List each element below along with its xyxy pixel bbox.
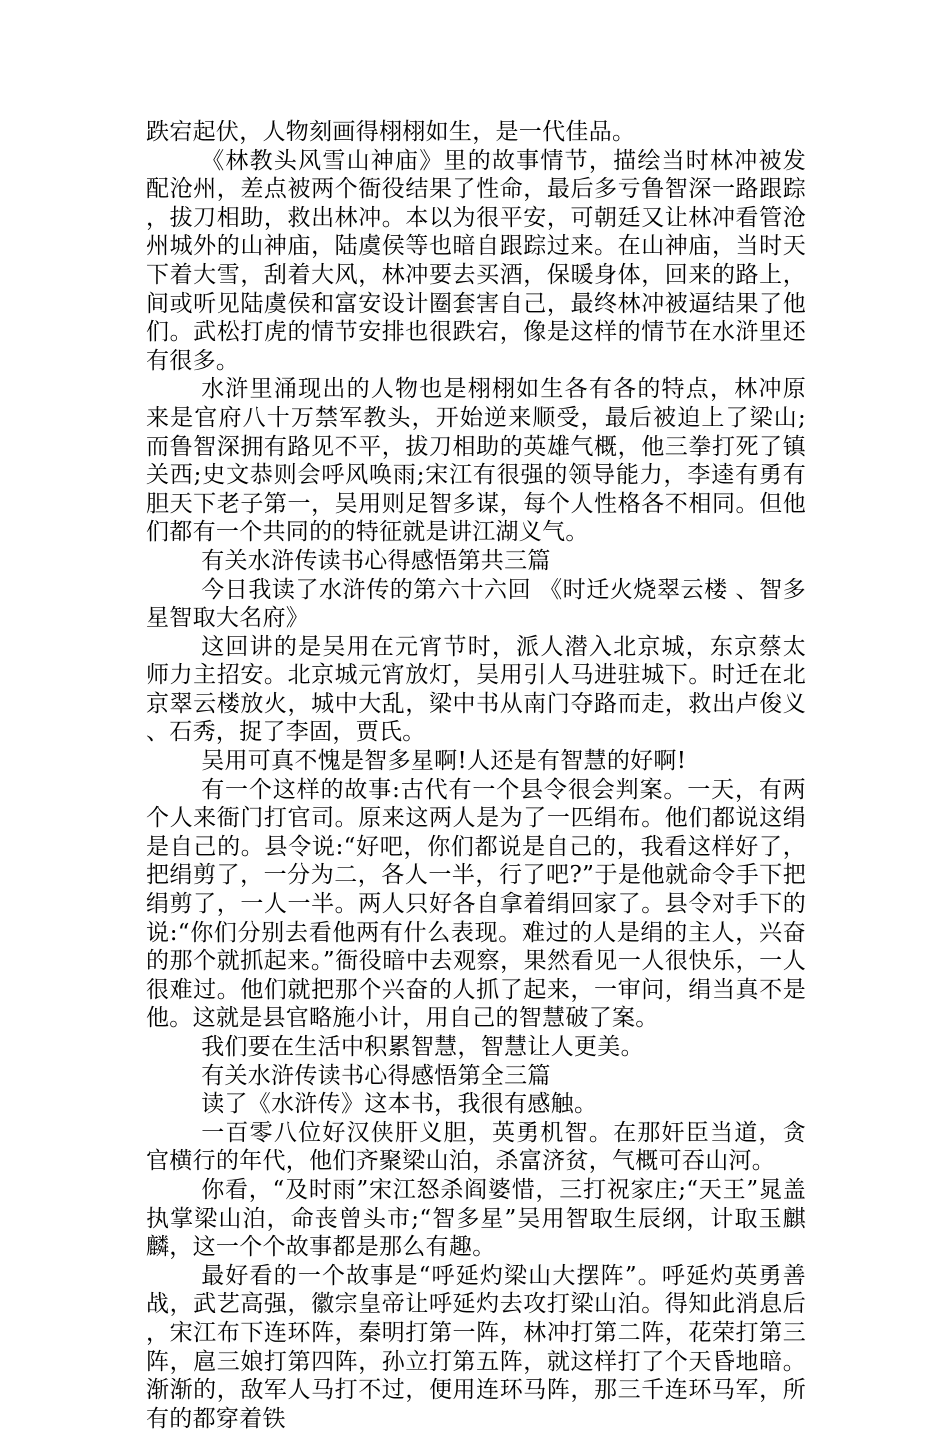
paragraph-3: 水浒里涌现出的人物也是栩栩如生各有各的特点，林冲原来是官府八十万禁军教头，开始逆来顺受，最后被迫上了梁山;而鲁智深拥有路见不平，拔刀相助的英雄气概，他三拳打死了镇关西;史文恭则会呼风唤雨;宋江有很强的领导能力，李逵有勇有胆天下老子第一，吴用则足智多谋，每个人性格各不相同。但他们都有一个共同的的特征就是讲江湖义气。 — [146, 376, 806, 546]
paragraph-6: 吴用可真不愧是智多星啊!人还是有智慧的好啊! — [201, 748, 687, 775]
paragraph-11: 你看，“及时雨”宋江怒杀阎婆惜，三打祝家庄;“天王”晁盖执掌梁山泊，命丧曾头市;“智多星”吴用智取生辰纲，计取玉麒麟，这一个个故事都是那么有趣。 — [146, 1176, 806, 1261]
paragraph-8: 我们要在生活中积累智慧，智慧让人更美。 — [201, 1034, 644, 1060]
paragraph-9: 读了《水浒传》这本书，我很有感触。 — [201, 1091, 598, 1118]
paragraph-2: 《林教头风雪山神庙》里的故事情节，描绘当时林冲被发配沧州，差点被两个衙役结果了性命，最后多亏鲁智深一路跟踪，拔刀相助，救出林冲。本以为很平安，可朝廷又让林冲看管沧州城外的山神庙，陆虞侯等也暗自跟踪过来。在山神庙，当时天下着大雪，刮着大风，林冲要去买酒，保暖身体，回来的路上，间或听见陆虞侯和富安设计圈套害自己，最终林冲被逼结果了他们。武松打虎的情节安排也很跌宕，像是这样的情节在水浒里还有很多。 — [146, 147, 806, 374]
section-heading-2: 有关水浒传读书心得感悟第共三篇 — [201, 547, 551, 574]
paragraph-12: 最好看的一个故事是“呼延灼梁山大摆阵”。呼延灼英勇善战，武艺高强，徽宗皇帝让呼延灼去攻打梁山泊。得知此消息后，宋江布下连环阵，秦明打第一阵，林冲打第二阵，花荣打第三阵，扈三娘打第四阵，孙立打第五阵，就这样打了个天昏地暗。渐渐的，敌军人马打不过，便用连环马阵，那三千连环马军，所有的都穿着铁 — [146, 1262, 806, 1432]
document-page — [146, 118, 806, 1433]
section-heading-3: 有关水浒传读书心得感悟第全三篇 — [201, 1062, 551, 1089]
paragraph-1: 跌宕起伏，人物刻画得栩栩如生，是一代佳品。 — [146, 119, 636, 145]
paragraph-5: 这回讲的是吴用在元宵节时，派人潜入北京城，东京蔡太师力主招安。北京城元宵放灯，吴用引人马进驻城下。时迁在北京翠云楼放火，城中大乱，梁中书从南门夺路而走，救出卢俊义、石秀，捉了李固，贾氏。 — [146, 633, 806, 746]
paragraph-10: 一百零八位好汉侠肝义胆，英勇机智。在那奸臣当道，贪官横行的年代，他们齐聚梁山泊，杀富济贫，气概可吞山河。 — [146, 1119, 806, 1175]
paragraph-7: 有一个这样的故事:古代有一个县令很会判案。一天，有两个人来衙门打官司。原来这两人是为了一匹绢布。他们都说这绢是自己的。县令说:“好吧，你们都说是自己的，我看这样好了，把绢剪了，一分为二，各人一半，行了吧?”于是他就命令手下把绢剪了，一人一半。两人只好各自拿着绢回家了。县令对手下的说:“你们分别去看他两有什么表现。难过的人是绢的主人，兴奋的那个就抓起来。”衙役暗中去观察，果然看见一人很快乐，一人很难过。他们就把那个兴奋的人抓了起来，一审问，绢当真不是他。这就是县官略施小计，用自己的智慧破了案。 — [146, 776, 806, 1032]
paragraph-4: 今日我读了水浒传的第六十六回 《时迁火烧翠云楼 、智多星智取大名府》 — [146, 576, 806, 632]
